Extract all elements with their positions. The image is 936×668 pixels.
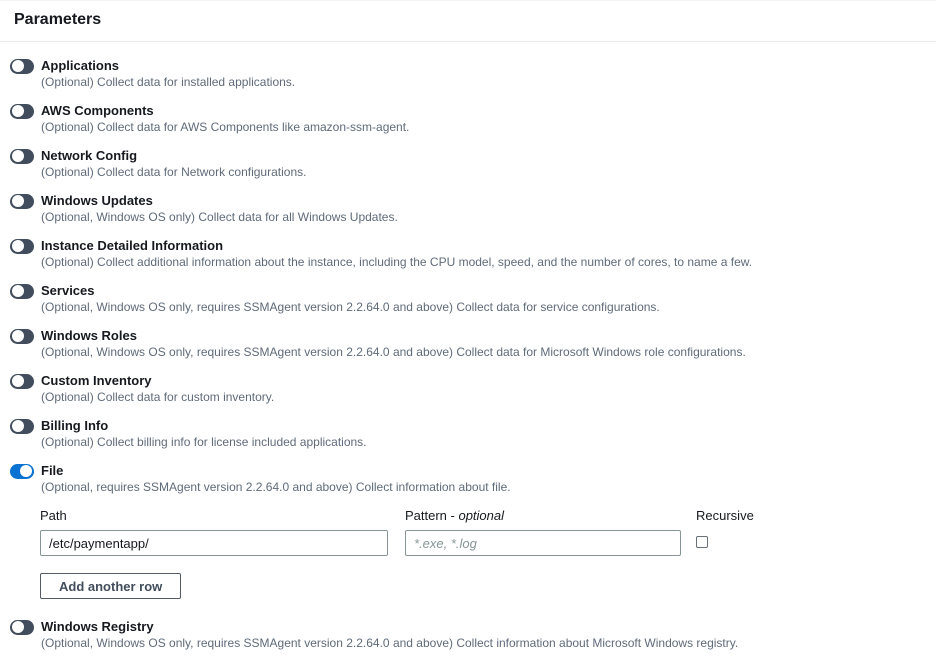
toggle-knob	[12, 150, 24, 162]
parameter-label: Network Config	[41, 148, 138, 163]
toggle-network-config[interactable]	[10, 149, 34, 164]
parameter-row-services	[10, 283, 922, 314]
toggle-services[interactable]	[10, 284, 34, 299]
toggle-knob	[12, 420, 24, 432]
recursive-label: Recursive	[696, 508, 754, 523]
parameter-description: (Optional, Windows OS only, requires SSMAgent version 2.2.64.0 and above) Collect data for service configurations.	[41, 300, 660, 314]
parameter-description: (Optional, Windows OS only) Collect data for all Windows Updates.	[41, 210, 398, 224]
parameter-row-windows-roles	[10, 328, 922, 359]
toggle-knob	[12, 375, 24, 387]
parameter-row-file	[10, 463, 922, 494]
parameter-description: (Optional, Windows OS only, requires SSMAgent version 2.2.64.0 and above) Collect information about Microsoft Windows registry.	[41, 636, 739, 650]
parameter-label: Windows Registry	[41, 619, 154, 634]
parameter-label: Instance Detailed Information	[41, 238, 224, 253]
parameter-label: Custom Inventory	[41, 373, 152, 388]
parameter-row-windows-updates	[10, 193, 922, 224]
toggle-knob	[12, 240, 24, 252]
parameter-label: Windows Updates	[41, 193, 153, 208]
toggle-windows-registry[interactable]	[10, 620, 34, 635]
parameter-description: (Optional) Collect data for Network configurations.	[41, 165, 307, 179]
parameter-label: File	[41, 463, 64, 478]
parameter-row-custom-inventory	[10, 373, 922, 404]
pattern-label: Pattern - optional	[405, 508, 505, 523]
path-label: Path	[40, 508, 67, 523]
parameter-label: Applications	[41, 58, 120, 73]
toggle-windows-updates[interactable]	[10, 194, 34, 209]
parameter-row-applications	[10, 58, 922, 89]
parameter-description: (Optional, requires SSMAgent version 2.2.64.0 and above) Collect information about file.	[41, 480, 511, 494]
path-input[interactable]	[40, 530, 388, 556]
add-another-row-button[interactable]: Add another row	[40, 573, 181, 599]
toggle-knob	[12, 621, 24, 633]
parameter-label: AWS Components	[41, 103, 154, 118]
toggle-file[interactable]	[10, 464, 34, 479]
parameter-label: Windows Roles	[41, 328, 137, 343]
toggle-windows-roles[interactable]	[10, 329, 34, 344]
pattern-optional-hint: optional	[458, 508, 505, 523]
toggle-knob	[12, 285, 24, 297]
parameter-description: (Optional) Collect data for AWS Components like amazon-ssm-agent.	[41, 120, 410, 134]
toggle-applications[interactable]	[10, 59, 34, 74]
toggle-knob	[20, 465, 32, 477]
toggle-knob	[12, 105, 24, 117]
parameter-label: Billing Info	[41, 418, 109, 433]
file-form	[40, 508, 922, 599]
toggle-billing-info[interactable]	[10, 419, 34, 434]
toggle-knob	[12, 60, 24, 72]
pattern-input[interactable]	[405, 530, 681, 556]
parameter-description: (Optional, Windows OS only, requires SSMAgent version 2.2.64.0 and above) Collect data for Microsoft Windows role configurations.	[41, 345, 746, 359]
parameter-description: (Optional) Collect additional information about the instance, including the CPU model, speed, and the number of cores, to name a few.	[41, 255, 753, 269]
page-title: Parameters	[14, 11, 102, 28]
parameter-row-aws-components	[10, 103, 922, 134]
toggle-aws-components[interactable]	[10, 104, 34, 119]
parameter-row-network-config	[10, 148, 922, 179]
parameter-label: Services	[41, 283, 95, 298]
panel-header	[0, 1, 936, 42]
parameter-row-windows-registry	[10, 619, 922, 650]
toggle-custom-inventory[interactable]	[10, 374, 34, 389]
toggle-knob	[12, 330, 24, 342]
toggle-instance-detailed-information[interactable]	[10, 239, 34, 254]
parameter-description: (Optional) Collect data for installed applications.	[41, 75, 296, 89]
parameter-rows	[0, 42, 936, 650]
parameter-row-billing-info	[10, 418, 922, 449]
parameter-row-instance-detailed-information	[10, 238, 922, 269]
parameter-description: (Optional) Collect billing info for license included applications.	[41, 435, 367, 449]
recursive-checkbox[interactable]	[696, 536, 708, 548]
toggle-knob	[12, 195, 24, 207]
parameter-description: (Optional) Collect data for custom inventory.	[41, 390, 275, 404]
